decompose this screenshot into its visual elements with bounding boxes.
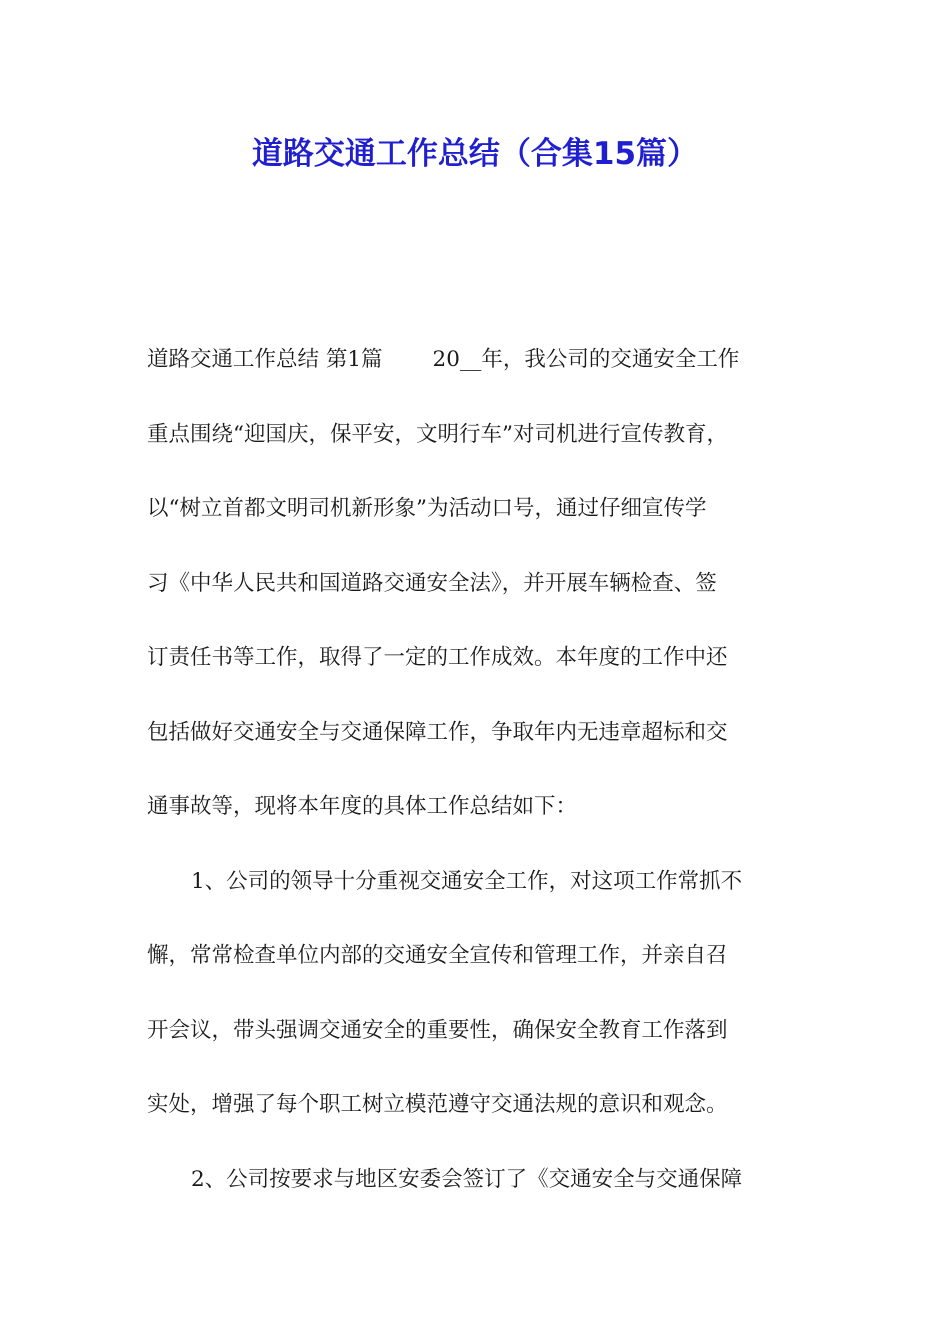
section-heading: 道路交通工作总结 第1篇 <box>147 347 383 372</box>
paragraph-line: 通事故等，现将本年度的具体工作总结如下： <box>147 794 578 819</box>
paragraph-line: 开会议，带头强调交通安全的重要性，确保安全教育工作落到 <box>147 1017 728 1043</box>
document-title: 道路交通工作总结（合集15篇） <box>251 136 699 172</box>
paragraph-line: 2、公司按要求与地区安委会签订了《交通安全与交通保障 <box>191 1166 743 1192</box>
paragraph-line: 重点围绕“迎国庆，保平安，文明行车”对司机进行宣传教育， <box>147 421 728 447</box>
paragraph-line: 实处，增强了每个职工树立模范遵守交通法规的意识和观念。 <box>147 1092 728 1117</box>
document-body <box>147 334 807 1228</box>
paragraph-line: 1、公司的领导十分重视交通安全工作，对这项工作常抓不 <box>191 868 743 894</box>
line-text: 20__年，我公司的交通安全工作 <box>432 347 740 372</box>
paragraph-line <box>147 334 807 409</box>
paragraph-line: 订责任书等工作，取得了一定的工作成效。本年度的工作中还 <box>147 645 728 670</box>
paragraph-line: 以“树立首都文明司机新形象”为活动口号，通过仔细宣传学 <box>147 496 707 521</box>
paragraph-line: 懈，常常检查单位内部的交通安全宣传和管理工作，并亲自召 <box>147 943 728 968</box>
paragraph-line: 习《中华人民共和国道路交通安全法》，并开展车辆检查、签 <box>147 570 717 596</box>
paragraph-line: 包括做好交通安全与交通保障工作，争取年内无违章超标和交 <box>147 719 728 745</box>
